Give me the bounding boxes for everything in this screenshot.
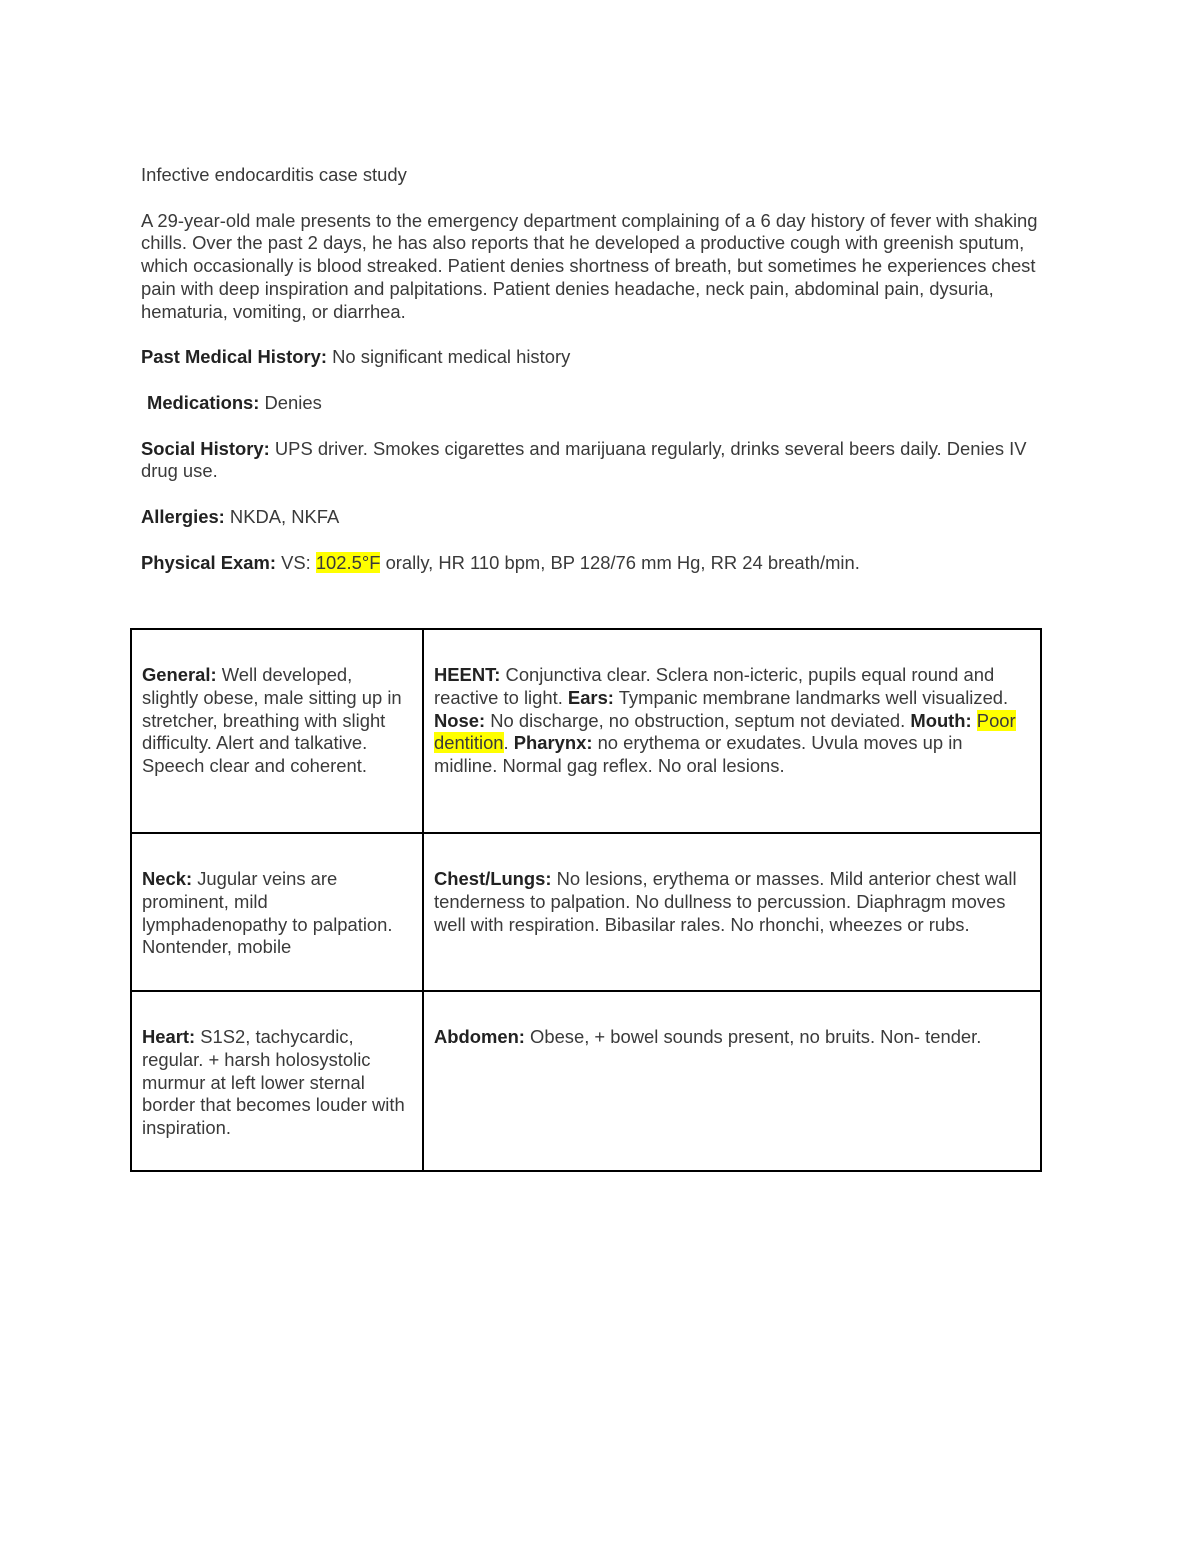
- physical-exam: [141, 552, 1041, 575]
- exam-cell-abdomen: [423, 991, 1041, 1171]
- nose-value: No discharge, no obstruction, septum not deviated.: [485, 709, 911, 731]
- table-row: [131, 991, 1041, 1171]
- chest-value: No lesions, erythema or masses. Mild anterior chest wall tenderness to palpation. No dullness to percussion. Diaphragm moves well with respiration. Bibasilar rales. No rhonchi, wheezes or rubs.: [434, 868, 1017, 935]
- medications: [141, 392, 1041, 415]
- document-body: [141, 164, 1041, 574]
- medications-value: Denies: [259, 391, 322, 413]
- heart-label: Heart:: [142, 1026, 196, 1047]
- neck-label: Neck:: [142, 868, 193, 889]
- nose-label: Nose:: [434, 709, 486, 731]
- allergies-value: NKDA, NKFA: [224, 505, 340, 527]
- exam-cell-general: [131, 629, 423, 833]
- temperature-highlight: 102.5°F: [315, 551, 381, 573]
- pharynx-label: Pharynx:: [513, 732, 593, 754]
- exam-table: [130, 628, 1042, 1172]
- allergies: [141, 506, 1041, 529]
- allergies-label: Allergies:: [141, 505, 225, 527]
- ears-value: Tympanic membrane landmarks well visualized.: [613, 686, 1009, 708]
- heent-value: Conjunctiva clear. Sclera non-icteric, pupils equal round and reactive to light.: [434, 664, 995, 708]
- exam-cell-chest: [423, 833, 1041, 991]
- pharynx-value: no erythema or exudates. Uvula moves up in midline. Normal gag reflex. No oral lesions.: [434, 732, 963, 777]
- physical-exam-label: Physical Exam:: [141, 551, 276, 573]
- general-value: Well developed, slightly obese, male sitting up in stretcher, breathing with slight difficulty. Alert and talkative. Speech clear and coherent.: [142, 664, 402, 777]
- ears-label: Ears:: [567, 686, 614, 708]
- abdomen-value: Obese, + bowel sounds present, no bruits. Non- tender.: [524, 1026, 982, 1047]
- vital-signs-rest: orally, HR 110 bpm, BP 128/76 mm Hg, RR 24 breath/min.: [380, 551, 860, 573]
- past-medical-history-label: Past Medical History:: [141, 346, 328, 368]
- heent-label: HEENT:: [434, 664, 501, 685]
- general-label: General:: [142, 664, 217, 685]
- medications-label: Medications:: [147, 391, 260, 413]
- past-medical-history-value: No significant medical history: [327, 346, 571, 368]
- social-history: [141, 438, 1041, 484]
- neck-value: Jugular veins are prominent, mild lymphadenopathy to palpation. Nontender, mobile: [142, 868, 393, 958]
- mouth-after: .: [503, 732, 514, 754]
- document-title: Infective endocarditis case study: [141, 164, 407, 185]
- social-history-label: Social History:: [141, 437, 270, 459]
- table-row: [131, 629, 1041, 833]
- table-row: [131, 833, 1041, 991]
- exam-cell-neck: [131, 833, 423, 991]
- presentation-paragraph: A 29-year-old male presents to the emergency department complaining of a 6 day history of fever with shaking chills. Over the past 2 days, he has also reports that he developed a productive cough with greenish sputum, which occasionally is blood streaked. Patient denies shortness of breath, but sometimes he experiences chest pain with deep inspiration and palpitations. Patient denies headache, neck pain, abdominal pain, dysuria, hematuria, vomiting, or diarrhea.: [141, 209, 1038, 322]
- abdomen-label: Abdomen:: [434, 1026, 525, 1047]
- mouth-highlight: Poor dentition: [434, 709, 1016, 754]
- vital-signs-prefix: VS:: [275, 551, 316, 573]
- heart-value: S1S2, tachycardic, regular. + harsh holosystolic murmur at left lower sternal border that becomes louder with inspiration.: [142, 1026, 405, 1139]
- exam-cell-heart: [131, 991, 423, 1171]
- past-medical-history: [141, 346, 1041, 369]
- exam-cell-heent: [423, 629, 1041, 833]
- chest-label: Chest/Lungs:: [434, 868, 552, 889]
- social-history-value: UPS driver. Smokes cigarettes and marijuana regularly, drinks several beers daily. Denies IV drug use.: [141, 437, 1027, 482]
- mouth-label: Mouth:: [910, 709, 972, 731]
